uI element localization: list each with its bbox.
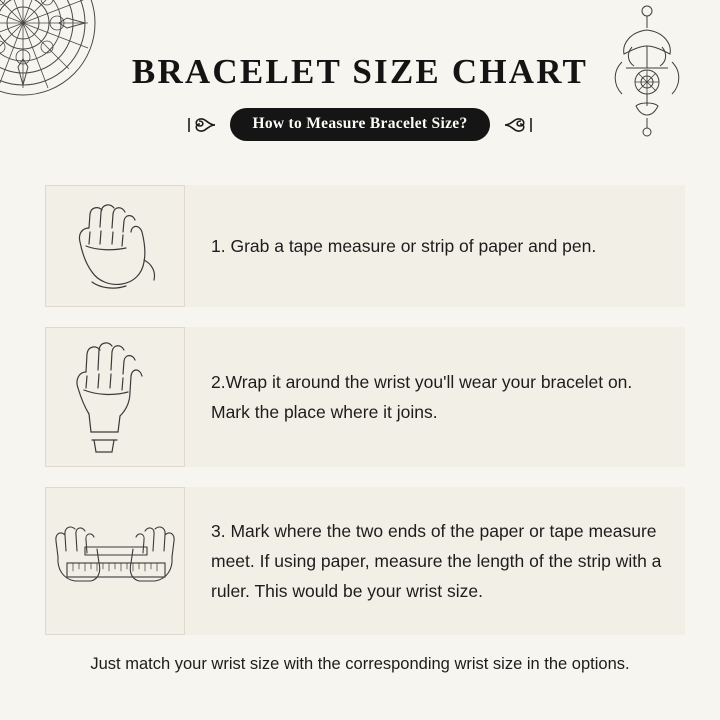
hand-with-tape-around-wrist-line-drawing — [56, 336, 174, 458]
steps-list — [45, 185, 685, 655]
step-3-text: 3. Mark where the two ends of the paper or tape measure meet. If using paper, measure the length of the strip with a ruler. This would be your wrist size. — [185, 487, 685, 635]
page-title: BRACELET SIZE CHART — [131, 52, 589, 91]
list-item — [45, 185, 685, 307]
step-1-text: 1. Grab a tape measure or strip of paper and pen. — [185, 185, 685, 307]
subtitle-row — [0, 108, 720, 141]
footer-note: Just match your wrist size with the corresponding wrist size in the options. — [90, 655, 630, 673]
subtitle-pill: How to Measure Bracelet Size? — [230, 108, 489, 141]
flourish-left-icon — [186, 114, 216, 136]
step-2-text: 2.Wrap it around the wrist you'll wear your bracelet on. Mark the place where it joins. — [185, 327, 685, 467]
list-item — [45, 327, 685, 467]
list-item — [45, 487, 685, 635]
closed-fist-line-drawing — [56, 194, 174, 298]
step-2-image — [45, 327, 185, 467]
step-3-image — [45, 487, 185, 635]
step-1-image — [45, 185, 185, 307]
hands-measuring-paper-strip-with-ruler — [51, 501, 179, 621]
flourish-right-icon — [504, 114, 534, 136]
